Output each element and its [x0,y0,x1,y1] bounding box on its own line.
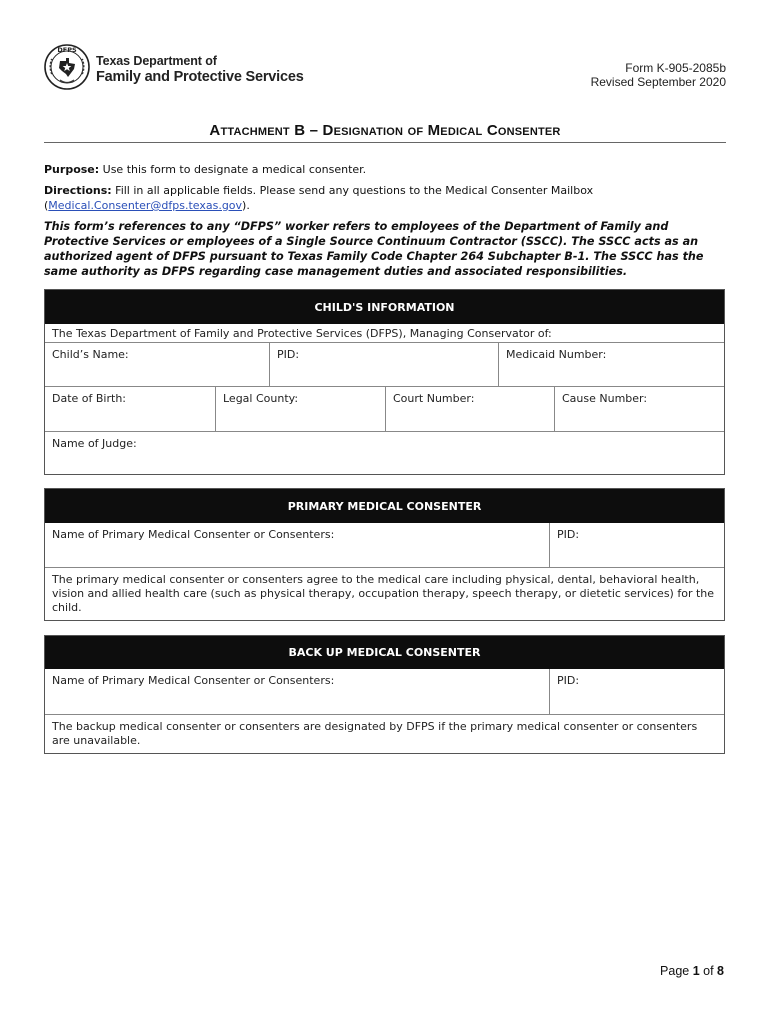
primary-consenter-row [45,523,724,567]
child-name-row [45,342,724,386]
backup-consenter-section [44,635,725,754]
primary-consenter-heading: PRIMARY MEDICAL CONSENTER [45,489,724,523]
seal-text-arc [44,42,90,54]
page-label: Page [660,964,693,978]
backup-consenter-pid-field[interactable]: PID: [549,669,724,714]
agency-line-2: Family and Protective Services [96,69,304,85]
child-pid-field[interactable]: PID: [269,343,498,386]
email-link[interactable]: Medical.Consenter@dfps.texas.gov [48,199,243,212]
backup-consenter-name-field[interactable]: Name of Primary Medical Consenter or Consenters: [52,674,335,687]
cause-number-field[interactable]: Cause Number: [554,387,724,431]
agency-name [96,54,304,85]
seal-text: DFPS [57,46,77,54]
close-paren: ). [242,199,250,212]
primary-consent-text: The primary medical consenter or consenters agree to the medical care including physical, dental, behavioral health, vision and allied health care (such as physical therapy, occupation therapy, speech therapy, or dietetic services) for the child. [52,573,715,614]
childs-information-section [44,289,725,475]
purpose-label: Purpose: [44,163,100,176]
backup-consenter-heading: BACK UP MEDICAL CONSENTER [45,636,724,669]
primary-consent-text-row [45,567,724,620]
total-pages: 8 [717,964,724,978]
page-of: of [699,964,718,978]
dfps-definition-note: This form’s references to any “DFPS” worker refers to employees of the Department of Family and Protective Services or employees of a Single Source Continuum Contractor (SSCC). The SSCC acts as an authorized agent of DFPS pursuant to Texas Family Code Chapter 264 Subchapter B-1. The SSCC has the same authority as DFPS regarding case management duties and associated responsibilities. [44,220,704,278]
page-number [660,964,724,978]
agency-line-1: Texas Department of [96,54,217,68]
childs-information-heading: CHILD'S INFORMATION [45,290,724,324]
childs-name-field[interactable]: Child’s Name: [52,348,129,361]
child-details-row [45,386,724,431]
medicaid-number-field[interactable]: Medicaid Number: [498,343,724,386]
primary-consenter-pid-field[interactable]: PID: [549,523,724,567]
open-paren: ( [44,199,49,212]
primary-consenter-name-field[interactable]: Name of Primary Medical Consenter or Consenters: [52,528,335,541]
form-number-block [591,61,726,89]
page-title: Attachment B – Designation of Medical Consenter [209,122,561,139]
primary-consenter-section [44,488,725,621]
judge-row [45,431,724,474]
managing-conservator-line: The Texas Department of Family and Protective Services (DFPS), Managing Conservator of: [52,327,552,340]
revised-date: Revised September 2020 [590,75,726,89]
directions-label: Directions: [44,184,112,197]
page-header [44,44,726,96]
backup-consenter-row [45,669,724,714]
directions-text: Fill in all applicable fields. Please send any questions to the Medical Consenter Mailbox [111,184,594,197]
date-of-birth-field[interactable]: Date of Birth: [52,392,127,405]
backup-consent-text-row [45,714,724,753]
court-number-field[interactable]: Court Number: [385,387,554,431]
form-number: Form K-905-2085b [625,61,726,75]
purpose [44,162,726,177]
legal-county-field[interactable]: Legal County: [215,387,385,431]
name-of-judge-field[interactable]: Name of Judge: [52,437,137,450]
title-bar [44,122,726,143]
directions [44,183,726,213]
current-page: 1 [692,964,700,978]
purpose-text: Use this form to designate a medical consenter. [99,163,367,176]
backup-consent-text: The backup medical consenter or consenters are designated by DFPS if the primary medical consenter or consenters are unavailable. [52,720,698,747]
